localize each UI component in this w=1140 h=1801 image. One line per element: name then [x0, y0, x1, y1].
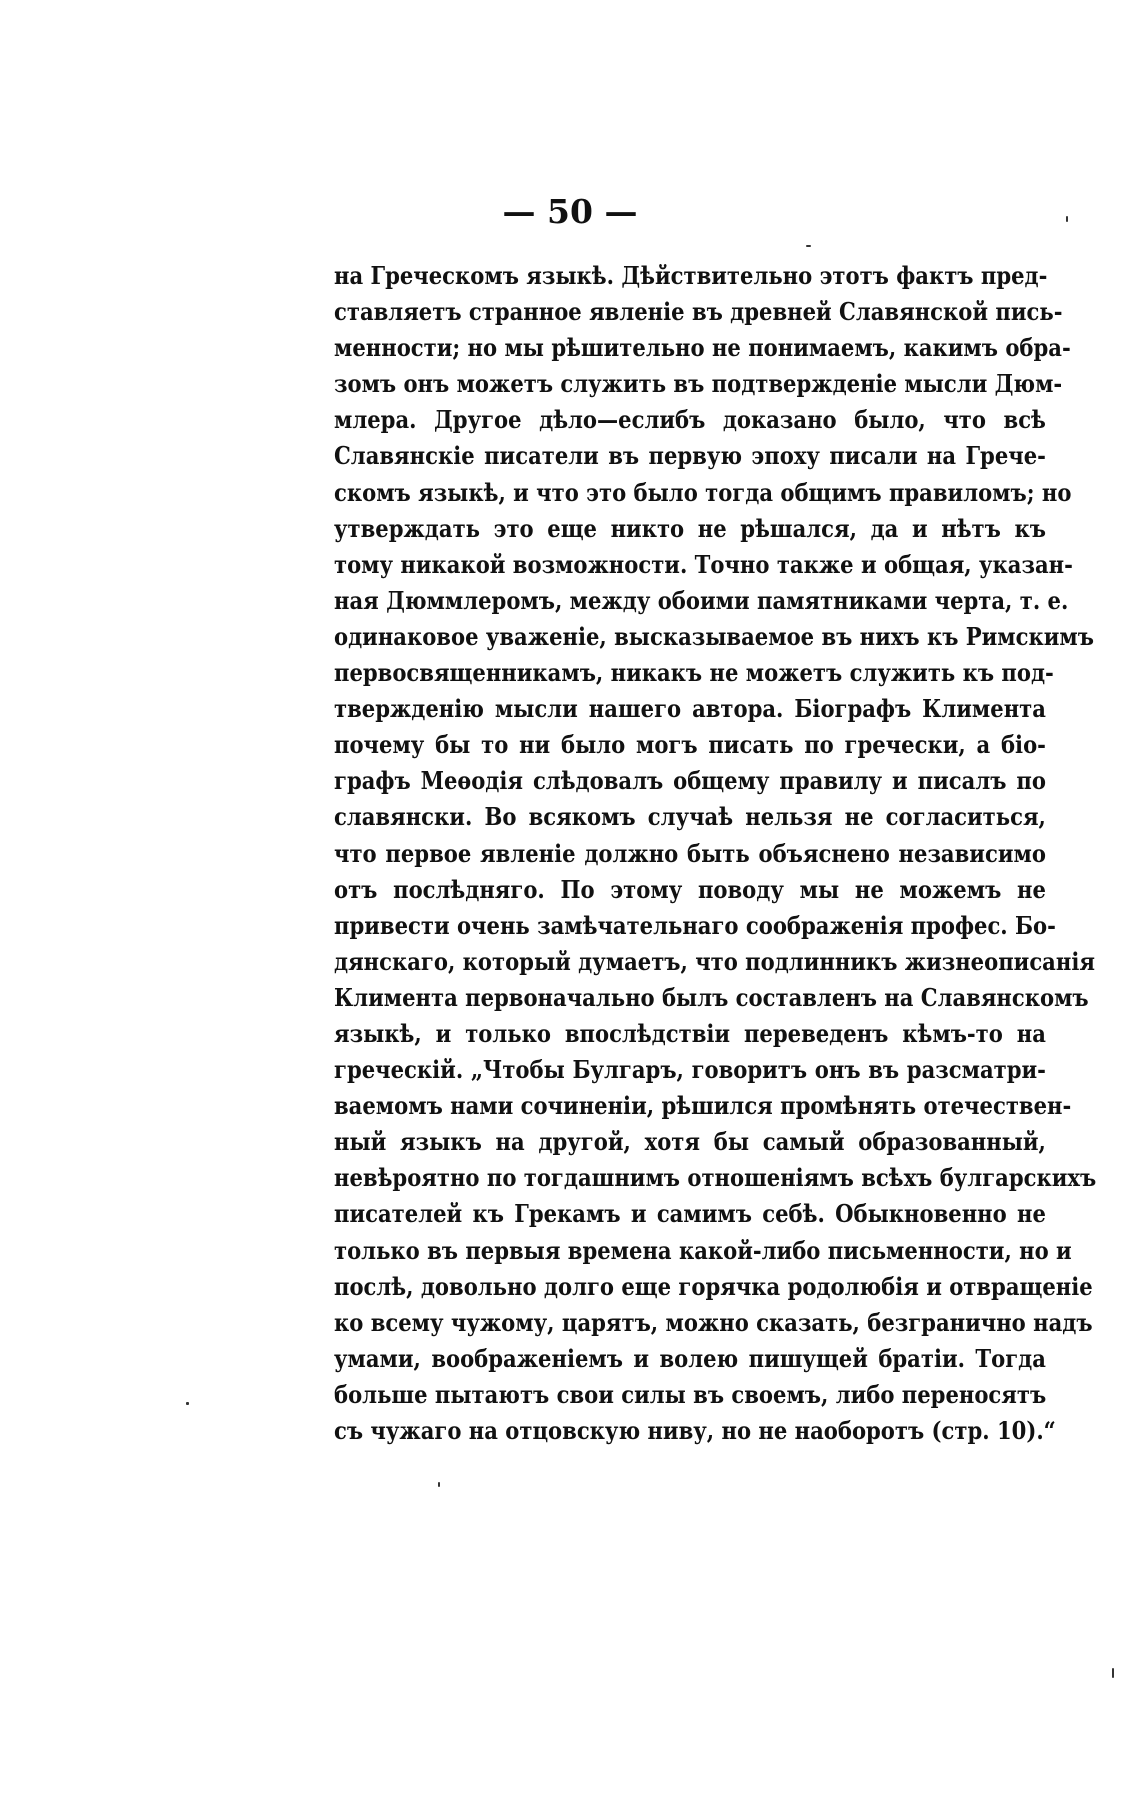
scan-speck [806, 245, 811, 247]
text-line: ко всему чужому, царятъ, можно сказать, безгранично надъ [334, 1307, 1093, 1337]
text-line: что первое явленіе должно быть объяснено независимо [334, 838, 1046, 868]
text-line: дянскаго, который думаетъ, что подлинникъ жизнеописанія [334, 946, 1095, 976]
text-line: графъ Меѳодія слѣдовалъ общему правилу и писалъ по [334, 766, 1046, 796]
text-line: привести очень замѣчательнаго соображенія профес. Бо- [334, 910, 1056, 940]
text-line: славянски. Во всякомъ случаѣ нельзя не согласиться, [334, 802, 1046, 832]
text-line: ная Дюммлеромъ, между обоими памятниками черта, т. е. [334, 585, 1069, 615]
text-line: отъ послѣдняго. По этому поводу мы не можемъ не [334, 874, 1046, 904]
scan-speck [1066, 216, 1068, 222]
text-line: послѣ, довольно долго еще горячка родолюбія и отвращеніе [334, 1271, 1093, 1301]
text-line: писателей къ Грекамъ и самимъ себѣ. Обыкновенно не [334, 1199, 1046, 1229]
text-line: скомъ языкѣ, и что это было тогда общимъ правиломъ; но [334, 477, 1072, 507]
text-line: ваемомъ нами сочиненіи, рѣшился промѣнять отечествен- [334, 1091, 1072, 1121]
text-line: почему бы то ни было могъ писать по гречески, а біо- [334, 730, 1046, 760]
text-line: твержденію мысли нашего автора. Біографъ Климента [334, 694, 1046, 724]
text-line: ставляетъ странное явленіе въ древней Славянской пись- [334, 297, 1063, 327]
text-line: языкѣ, и только впослѣдствіи переведенъ кѣмъ-то на [334, 1018, 1046, 1048]
text-line: только въ первыя времена какой-либо письменности, но и [334, 1235, 1072, 1265]
scan-speck [186, 1402, 189, 1405]
text-line: умами, воображеніемъ и волею пишущей братіи. Тогда [334, 1343, 1046, 1373]
text-line: съ чужаго на отцовскую ниву, но не наоборотъ (стр. 10).“ [334, 1416, 1056, 1445]
text-line: тому никакой возможности. Точно также и общая, указан- [334, 549, 1073, 579]
text-line: млера. Другое дѣло—еслибъ доказано было, что всѣ [334, 405, 1046, 435]
text-line: первосвященникамъ, никакъ не можетъ служить къ под- [334, 658, 1054, 688]
text-line: ный языкъ на другой, хотя бы самый образованный, [334, 1127, 1046, 1157]
text-line: невѣроятно по тогдашнимъ отношеніямъ всѣхъ булгарскихъ [334, 1163, 1097, 1193]
text-line: Славянскіе писатели въ первую эпоху писали на Грече- [334, 441, 1046, 471]
text-line: зомъ онъ можетъ служить въ подтвержденіе мысли Дюм- [334, 369, 1063, 399]
scan-speck [438, 1482, 440, 1487]
text-line: больше пытаютъ свои силы въ своемъ, либо переносятъ [334, 1379, 1047, 1409]
body-text [334, 258, 1097, 1449]
text-line: утверждать это еще никто не рѣшался, да и нѣтъ къ [334, 513, 1046, 543]
text-line: на Греческомъ языкѣ. Дѣйствительно этотъ фактъ пред- [334, 261, 1048, 290]
text-line: Климента первоначально былъ составленъ на Славянскомъ [334, 982, 1089, 1012]
text-line: греческій. „Чтобы Булгаръ, говоритъ онъ въ разсматри- [334, 1055, 1046, 1085]
page-number: — 50 — [502, 192, 638, 231]
text-line: менности; но мы рѣшительно не понимаемъ, какимъ обра- [334, 333, 1071, 363]
text-line: одинаковое уваженіе, высказываемое въ нихъ къ Римскимъ [334, 621, 1094, 651]
scan-speck [1112, 1668, 1114, 1678]
